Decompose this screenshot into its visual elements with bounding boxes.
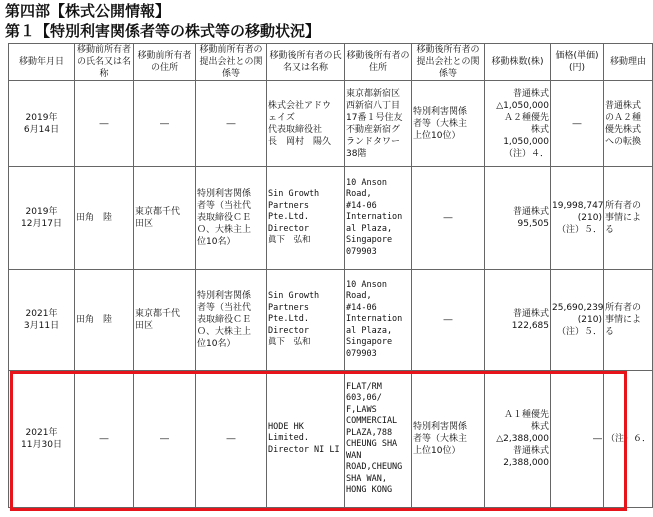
header-after-relation: 移動後所有者の提出会社との関係等 xyxy=(412,44,485,81)
cell-after-address: FLAT/RM 603,06/ F,LAWS COMMERCIAL PLAZA,788 CHEUNG SHA WAN ROAD,CHEUNG SHA WAN, HONG KONG xyxy=(345,371,412,508)
cell-date: 2019年 12月17日 xyxy=(9,167,75,270)
header-after-address: 移動後所有者の住所 xyxy=(345,44,412,81)
cell-reason: 普通株式 のＡ２種 優先株式 への転換 xyxy=(604,81,653,167)
cell-after-relation: 特別利害関係 者等（大株主 上位10位） xyxy=(412,371,485,508)
header-before-name: 移動前所有者の氏名又は名称 xyxy=(75,44,134,81)
cell-before-name: 田角 陸 xyxy=(75,270,134,371)
cell-before-relation: ― xyxy=(196,371,267,508)
cell-after-address: 10 Anson Road, #14-06 Internation al Plaza, Singapore 079903 xyxy=(345,270,412,371)
cell-after-relation: 特別利害関係 者等（大株主 上位10位） xyxy=(412,81,485,167)
cell-price: 19,998,747 (210) （注）５． xyxy=(551,167,604,270)
cell-before-relation: 特別利害関係 者等（当社代 表取締役ＣＥ Ｏ、大株主上 位10名） xyxy=(196,167,267,270)
cell-before-name: 田角 陸 xyxy=(75,167,134,270)
cell-before-relation: ― xyxy=(196,81,267,167)
stock-transfer-table xyxy=(8,43,653,508)
table-row xyxy=(9,270,653,371)
cell-price: 25,690,239 (210) （注）５． xyxy=(551,270,604,371)
cell-reason: 所有者の 事情によ る xyxy=(604,270,653,371)
cell-reason: 所有者の 事情によ る xyxy=(604,167,653,270)
table-header-row xyxy=(9,44,653,81)
cell-after-name: HODE HK Limited. Director NI LI xyxy=(267,371,345,508)
cell-date: 2021年 3月11日 xyxy=(9,270,75,371)
cell-reason: （注）６． xyxy=(604,371,653,508)
cell-after-relation: ― xyxy=(412,167,485,270)
cell-price: ― xyxy=(551,81,604,167)
cell-after-name: Sin Growth Partners Pte.Ltd. Director 眞下 弘和 xyxy=(267,167,345,270)
header-price: 価格(単価)(円) xyxy=(551,44,604,81)
header-date: 移動年月日 xyxy=(9,44,75,81)
cell-shares: 普通株式 95,505 xyxy=(485,167,551,270)
cell-before-name: ― xyxy=(75,371,134,508)
header-before-relation: 移動前所有者の提出会社との関係等 xyxy=(196,44,267,81)
cell-after-address: 10 Anson Road, #14-06 Internation al Plaza, Singapore 079903 xyxy=(345,167,412,270)
cell-before-address: ― xyxy=(134,371,196,508)
header-after-name: 移動後所有者の氏名又は名称 xyxy=(267,44,345,81)
table-row xyxy=(9,81,653,167)
cell-after-address: 東京都新宿区 西新宿八丁目 17番１号住友 不動産新宿グ ランドタワー 38階 xyxy=(345,81,412,167)
cell-date: 2019年 6月14日 xyxy=(9,81,75,167)
cell-date: 2021年 11月30日 xyxy=(9,371,75,508)
cell-before-address: ― xyxy=(134,81,196,167)
cell-before-relation: 特別利害関係 者等（当社代 表取締役ＣＥ Ｏ、大株主上 位10名） xyxy=(196,270,267,371)
cell-after-name: 株式会社アドウ ェイズ 代表取締役社 長 岡村 陽久 xyxy=(267,81,345,167)
cell-before-name: ― xyxy=(75,81,134,167)
cell-after-relation: ― xyxy=(412,270,485,371)
cell-shares: 普通株式 △1,050,000 Ａ２種優先 株式 1,050,000 （注）４． xyxy=(485,81,551,167)
cell-after-name: Sin Growth Partners Pte.Ltd. Director 眞下 弘和 xyxy=(267,270,345,371)
part-title: 第四部【株式公開情報】 xyxy=(5,2,171,20)
cell-shares: Ａ１種優先 株式 △2,388,000 普通株式 2,388,000 xyxy=(485,371,551,508)
cell-before-address: 東京都千代 田区 xyxy=(134,167,196,270)
header-before-address: 移動前所有者の住所 xyxy=(134,44,196,81)
header-shares: 移動株数(株) xyxy=(485,44,551,81)
table-row xyxy=(9,167,653,270)
header-reason: 移動理由 xyxy=(604,44,653,81)
cell-price: ― xyxy=(551,371,604,508)
cell-shares: 普通株式 122,685 xyxy=(485,270,551,371)
section-title: 第１【特別利害関係者等の株式等の移動状況】 xyxy=(5,22,321,40)
table-row-highlighted xyxy=(9,371,653,508)
cell-before-address: 東京都千代 田区 xyxy=(134,270,196,371)
